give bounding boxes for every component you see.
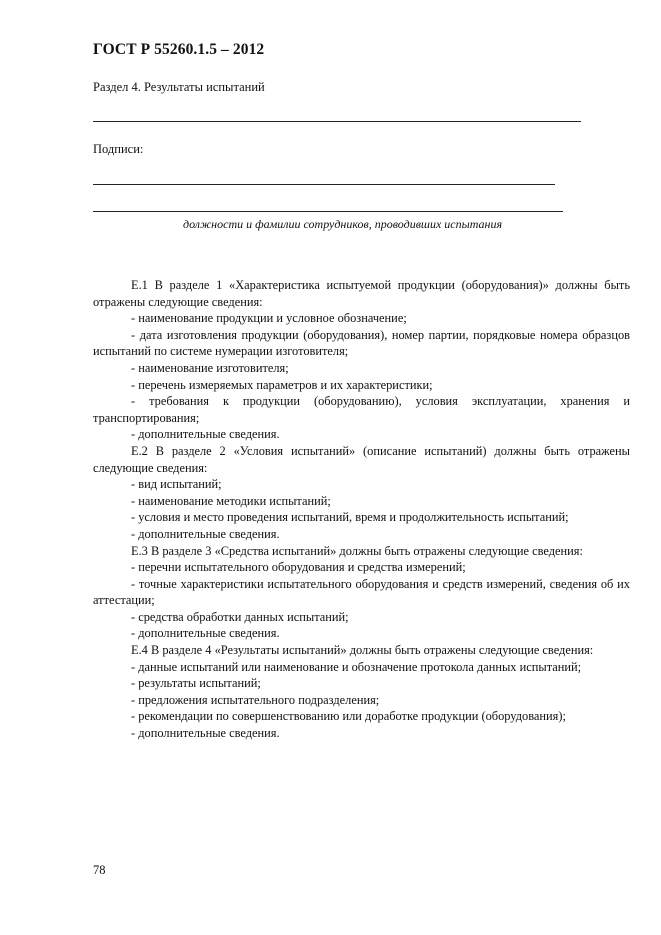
list-item: - средства обработки данных испытаний; xyxy=(131,609,349,624)
signature-caption: должности и фамилии сотрудников, проводивших испытания xyxy=(183,217,503,231)
list-item: - предложения испытательного подразделения; xyxy=(131,692,380,707)
results-blank-line xyxy=(93,121,581,122)
list-item: - дополнительные сведения. xyxy=(131,427,280,442)
list-item: - перечень измеряемых параметров и их характеристики; xyxy=(131,377,433,392)
signature-blank-line xyxy=(93,184,555,185)
paragraph-e1-lead: Е.1 В разделе 1 «Характеристика испытуемой продукции (оборудования)» должны быть отражены следующие сведения: xyxy=(93,278,630,309)
page-number: 78 xyxy=(93,863,106,877)
list-item: - перечни испытательного оборудования и средства измерений; xyxy=(131,560,466,575)
list-item: - условия и место проведения испытаний, время и продолжительность испытаний; xyxy=(131,510,569,525)
paragraph-e4-lead: Е.4 В разделе 4 «Результаты испытаний» должны быть отражены следующие сведения: xyxy=(131,643,594,658)
list-item: - вид испытаний; xyxy=(131,477,222,492)
list-item: - данные испытаний или наименование и обозначение протокола данных испытаний; xyxy=(131,659,582,674)
list-item: - дополнительные сведения. xyxy=(131,626,280,641)
list-item: - требования к продукции (оборудованию), условия эксплуатации, хранения и транспортирования; xyxy=(93,394,630,425)
paragraph-e3-lead: Е.3 В разделе 3 «Средства испытаний» должны быть отражены следующие сведения: xyxy=(131,543,583,558)
body-text xyxy=(93,277,630,742)
document-header: ГОСТ Р 55260.1.5 – 2012 xyxy=(93,41,265,58)
list-item: - дополнительные сведения. xyxy=(131,526,280,541)
list-item: - дата изготовления продукции (оборудования), номер партии, порядковые номера образцов испытаний по системе нумерации изготовителя; xyxy=(93,327,630,359)
paragraph-e2-lead: Е.2 В разделе 2 «Условия испытаний» (описание испытаний) должны быть отражены следующие сведения: xyxy=(93,443,630,475)
list-item: - дополнительные сведения. xyxy=(131,726,280,741)
signatures-label: Подписи: xyxy=(93,142,144,156)
list-item: - наименование изготовителя; xyxy=(131,360,289,375)
list-item: - результаты испытаний; xyxy=(131,676,261,691)
signature-blank-line xyxy=(93,211,563,212)
section-label: Раздел 4. Результаты испытаний xyxy=(93,80,265,94)
list-item: - точные характеристики испытательного оборудования и средств измерений, сведения об их аттестации; xyxy=(93,576,630,608)
list-item: - рекомендации по совершенствованию или доработке продукции (оборудования); xyxy=(131,709,566,724)
list-item: - наименование методики испытаний; xyxy=(131,493,331,508)
list-item: - наименование продукции и условное обозначение; xyxy=(131,311,407,326)
